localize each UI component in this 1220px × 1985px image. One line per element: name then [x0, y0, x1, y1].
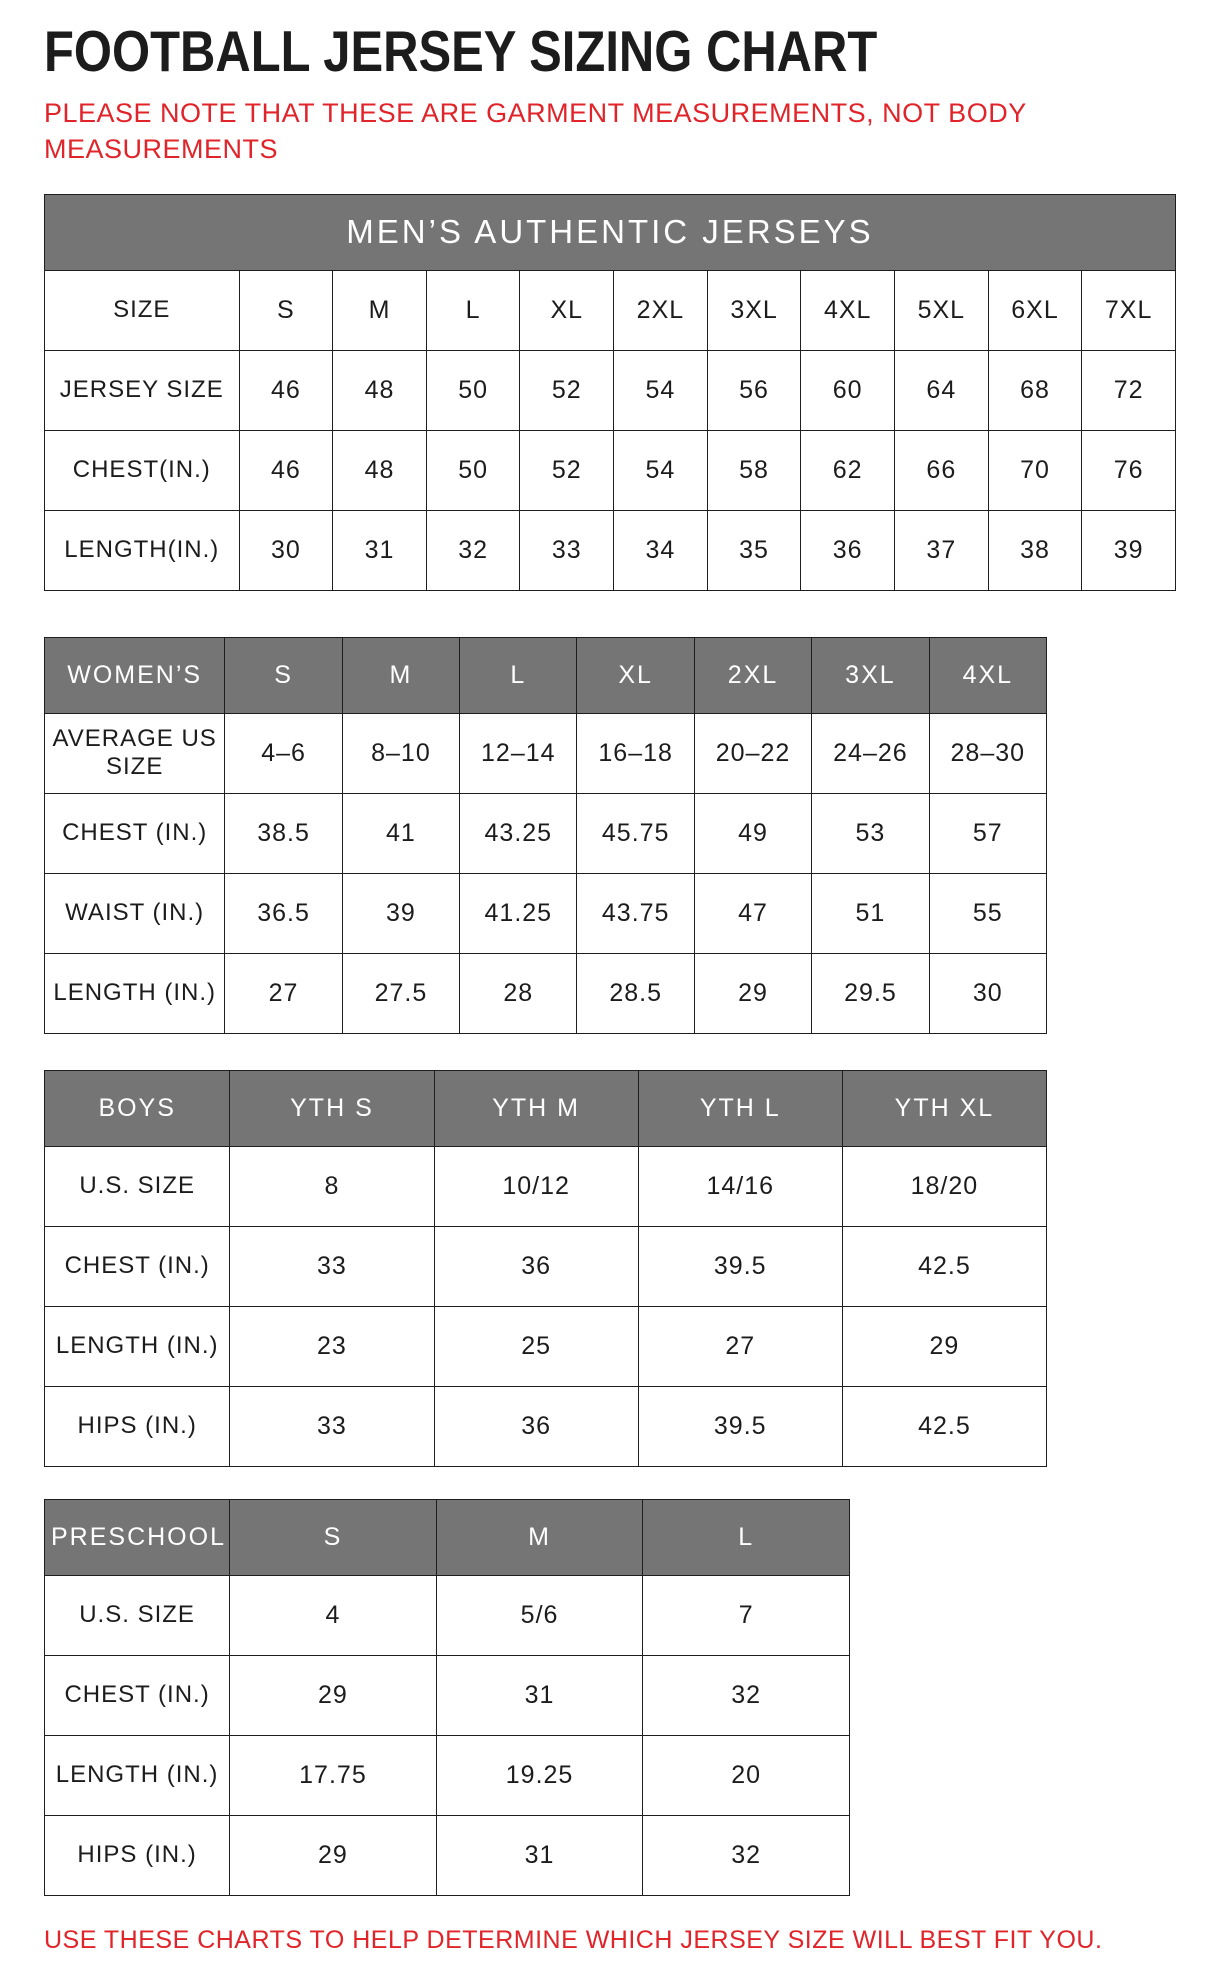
- size-value: 60: [801, 350, 895, 430]
- size-value: 45.75: [577, 793, 694, 873]
- size-value: 7: [643, 1575, 850, 1655]
- size-value: 56: [707, 350, 801, 430]
- size-value: 39.5: [638, 1226, 842, 1306]
- row-label: LENGTH (IN.): [45, 1306, 230, 1386]
- mens-table-title: MEN’S AUTHENTIC JERSEYS: [45, 194, 1176, 270]
- table-row: [45, 1226, 1047, 1306]
- size-value: 32: [426, 510, 520, 590]
- row-label: SIZE: [45, 270, 240, 350]
- column-header: YTH XL: [842, 1070, 1046, 1146]
- size-value: 3XL: [707, 270, 801, 350]
- row-label: HIPS (IN.): [45, 1815, 230, 1895]
- size-value: 38: [988, 510, 1082, 590]
- size-value: 23: [230, 1306, 434, 1386]
- size-value: 41: [342, 793, 459, 873]
- size-value: 5/6: [436, 1575, 643, 1655]
- row-label: JERSEY SIZE: [45, 350, 240, 430]
- table-row: [45, 510, 1176, 590]
- size-value: 52: [520, 430, 614, 510]
- size-value: 27.5: [342, 953, 459, 1033]
- row-label: CHEST (IN.): [45, 793, 225, 873]
- size-value: 29: [230, 1655, 437, 1735]
- row-label: CHEST (IN.): [45, 1655, 230, 1735]
- size-value: 33: [230, 1226, 434, 1306]
- womens-table-title: WOMEN’S: [45, 637, 225, 713]
- size-value: 62: [801, 430, 895, 510]
- table-row: [45, 1735, 850, 1815]
- column-header: YTH L: [638, 1070, 842, 1146]
- size-value: 30: [239, 510, 333, 590]
- size-value: 29: [230, 1815, 437, 1895]
- preschool-sizing-table: [44, 1499, 850, 1896]
- size-value: 7XL: [1082, 270, 1176, 350]
- size-value: M: [333, 270, 427, 350]
- row-label: LENGTH (IN.): [45, 953, 225, 1033]
- size-value: 18/20: [842, 1146, 1046, 1226]
- size-value: 2XL: [614, 270, 708, 350]
- row-label: WAIST (IN.): [45, 873, 225, 953]
- boys-table-section: [44, 1070, 1176, 1467]
- row-label: CHEST(IN.): [45, 430, 240, 510]
- size-value: 20: [643, 1735, 850, 1815]
- size-value: 33: [520, 510, 614, 590]
- size-value: 39.5: [638, 1386, 842, 1466]
- preschool-table-section: [44, 1499, 1176, 1896]
- column-header: L: [643, 1499, 850, 1575]
- size-value: 46: [239, 350, 333, 430]
- size-value: 50: [426, 350, 520, 430]
- size-value: 4–6: [225, 713, 342, 793]
- size-value: 36: [434, 1386, 638, 1466]
- size-value: 24–26: [812, 713, 929, 793]
- size-value: 66: [895, 430, 989, 510]
- size-value: 10/12: [434, 1146, 638, 1226]
- size-value: 54: [614, 430, 708, 510]
- womens-sizing-table: [44, 637, 1047, 1034]
- size-value: 32: [643, 1815, 850, 1895]
- size-value: 53: [812, 793, 929, 873]
- column-header: S: [230, 1499, 437, 1575]
- row-label: AVERAGE US SIZE: [45, 713, 225, 793]
- size-value: 29: [842, 1306, 1046, 1386]
- column-header: YTH S: [230, 1070, 434, 1146]
- table-row: [45, 793, 1047, 873]
- size-value: 14/16: [638, 1146, 842, 1226]
- column-header: M: [342, 637, 459, 713]
- row-label: LENGTH (IN.): [45, 1735, 230, 1815]
- boys-sizing-table: [44, 1070, 1047, 1467]
- size-value: 32: [643, 1655, 850, 1735]
- column-header: 2XL: [694, 637, 811, 713]
- size-value: 20–22: [694, 713, 811, 793]
- size-value: 64: [895, 350, 989, 430]
- size-value: 54: [614, 350, 708, 430]
- row-label: HIPS (IN.): [45, 1386, 230, 1466]
- size-value: 28.5: [577, 953, 694, 1033]
- size-value: L: [426, 270, 520, 350]
- size-value: 42.5: [842, 1226, 1046, 1306]
- page-title: FOOTBALL JERSEY SIZING CHART: [44, 19, 878, 84]
- size-value: 72: [1082, 350, 1176, 430]
- size-value: 58: [707, 430, 801, 510]
- table-row: [45, 1575, 850, 1655]
- mens-sizing-table: [44, 194, 1176, 591]
- size-value: 8–10: [342, 713, 459, 793]
- preschool-table-title: PRESCHOOL: [45, 1499, 230, 1575]
- size-value: 34: [614, 510, 708, 590]
- size-value: 51: [812, 873, 929, 953]
- size-value: 29.5: [812, 953, 929, 1033]
- table-row: [45, 270, 1176, 350]
- garment-measurements-note: PLEASE NOTE THAT THESE ARE GARMENT MEASUREMENTS, NOT BODY MEASUREMENTS: [44, 98, 1027, 165]
- size-value: 27: [638, 1306, 842, 1386]
- size-value: 31: [436, 1815, 643, 1895]
- size-value: 50: [426, 430, 520, 510]
- size-value: 6XL: [988, 270, 1082, 350]
- column-header: M: [436, 1499, 643, 1575]
- size-value: S: [239, 270, 333, 350]
- size-value: 30: [929, 953, 1046, 1033]
- mens-table-section: [44, 194, 1176, 591]
- size-value: 28: [460, 953, 577, 1033]
- column-header: L: [460, 637, 577, 713]
- size-value: 41.25: [460, 873, 577, 953]
- table-row: [45, 1386, 1047, 1466]
- size-value: 43.25: [460, 793, 577, 873]
- size-value: 38.5: [225, 793, 342, 873]
- size-value: 31: [436, 1655, 643, 1735]
- column-header: 4XL: [929, 637, 1046, 713]
- table-row: [45, 1146, 1047, 1226]
- row-label: U.S. SIZE: [45, 1575, 230, 1655]
- size-value: 48: [333, 350, 427, 430]
- size-value: 35: [707, 510, 801, 590]
- size-value: 36.5: [225, 873, 342, 953]
- table-row: [45, 430, 1176, 510]
- column-header: YTH M: [434, 1070, 638, 1146]
- size-value: 5XL: [895, 270, 989, 350]
- size-value: 42.5: [842, 1386, 1046, 1466]
- size-value: 48: [333, 430, 427, 510]
- size-value: 8: [230, 1146, 434, 1226]
- table-row: [45, 1655, 850, 1735]
- column-header: XL: [577, 637, 694, 713]
- table-row: [45, 1306, 1047, 1386]
- size-value: 52: [520, 350, 614, 430]
- size-value: 29: [694, 953, 811, 1033]
- size-value: 68: [988, 350, 1082, 430]
- womens-table-section: [44, 637, 1176, 1034]
- column-header: 3XL: [812, 637, 929, 713]
- size-value: 47: [694, 873, 811, 953]
- size-value: 36: [801, 510, 895, 590]
- size-value: 57: [929, 793, 1046, 873]
- column-header: S: [225, 637, 342, 713]
- row-label: CHEST (IN.): [45, 1226, 230, 1306]
- size-value: 17.75: [230, 1735, 437, 1815]
- table-row: [45, 713, 1047, 793]
- row-label: U.S. SIZE: [45, 1146, 230, 1226]
- size-value: 39: [1082, 510, 1176, 590]
- fit-advice-footer: USE THESE CHARTS TO HELP DETERMINE WHICH JERSEY SIZE WILL BEST FIT YOU.: [44, 1925, 1103, 1954]
- boys-table-title: BOYS: [45, 1070, 230, 1146]
- size-value: 46: [239, 430, 333, 510]
- size-value: XL: [520, 270, 614, 350]
- size-value: 31: [333, 510, 427, 590]
- size-value: 36: [434, 1226, 638, 1306]
- table-row: [45, 1815, 850, 1895]
- size-value: 28–30: [929, 713, 1046, 793]
- size-value: 16–18: [577, 713, 694, 793]
- size-value: 12–14: [460, 713, 577, 793]
- size-value: 70: [988, 430, 1082, 510]
- table-row: [45, 350, 1176, 430]
- size-value: 4XL: [801, 270, 895, 350]
- size-value: 76: [1082, 430, 1176, 510]
- size-value: 39: [342, 873, 459, 953]
- size-value: 19.25: [436, 1735, 643, 1815]
- size-value: 4: [230, 1575, 437, 1655]
- table-row: [45, 953, 1047, 1033]
- size-value: 43.75: [577, 873, 694, 953]
- size-value: 49: [694, 793, 811, 873]
- row-label: LENGTH(IN.): [45, 510, 240, 590]
- table-row: [45, 873, 1047, 953]
- size-value: 27: [225, 953, 342, 1033]
- size-value: 33: [230, 1386, 434, 1466]
- size-value: 37: [895, 510, 989, 590]
- size-value: 55: [929, 873, 1046, 953]
- size-value: 25: [434, 1306, 638, 1386]
